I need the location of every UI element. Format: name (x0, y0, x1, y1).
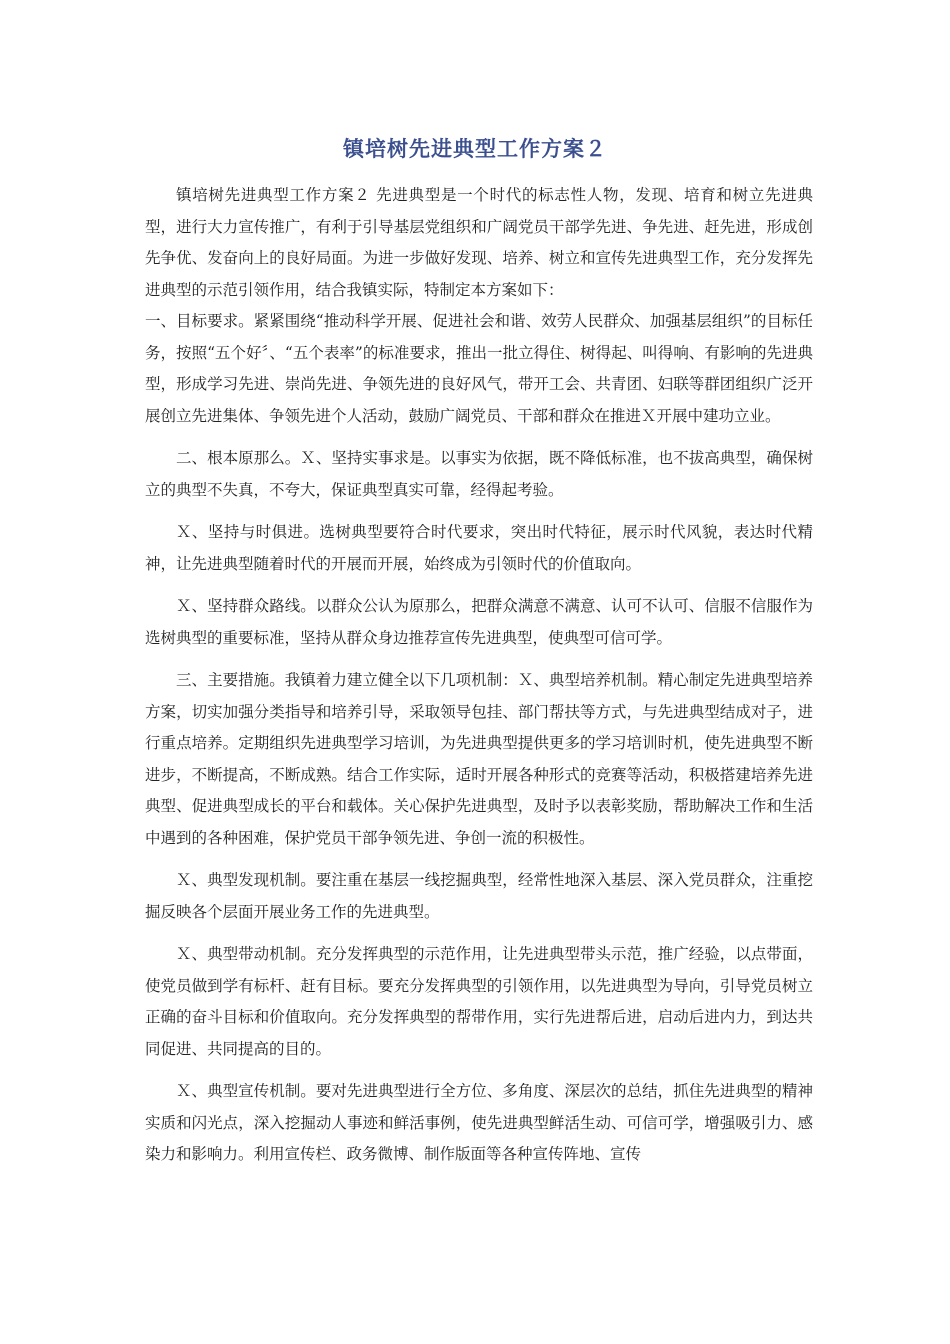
paragraph-leading-mechanism: Ｘ、典型带动机制。充分发挥典型的示范作用，让先进典型带头示范，推广经验，以点带面，使党员做到学有标杆、赶有目标。要充分发挥典型的引领作用，以先进典型为导向，引导党员树立正确的奋斗目标和价值取向。充分发挥典型的帮带作用，实行先进帮后进，启动后进内力，到达共同促进、共同提高的目的。 (145, 945, 813, 1058)
paragraph-goals: 一、目标要求。紧紧围绕“推动科学开展、促进社会和谐、效劳人民群众、加强基层组织”的目标任务，按照“五个好〞、“五个表率”的标准要求，推出一批立得住、树得起、叫得响、有影响的先进典型，形成学习先进、崇尚先进、争领先进的良好风气，带开工会、共青团、妇联等群团组织广泛开展创立先进集体、争领先进个人活动，鼓励广阔党员、干部和群众在推进Ｘ开展中建功立业。 (145, 312, 813, 425)
paragraph-measures: 三、主要措施。我镇着力建立健全以下几项机制：Ｘ、典型培养机制。精心制定先进典型培养方案，切实加强分类指导和培养引导，采取领导包挂、部门帮扶等方式，与先进典型结成对子，进行重点培养。定期组织先进典型学习培训，为先进典型提供更多的学习培训时机，使先进典型不断进步，不断提高，不断成熟。结合工作实际，适时开展各种形式的竞赛等活动，积极搭建培养先进典型、促进典型成长的平台和载体。关心保护先进典型，及时予以表彰奖励，帮助解决工作和生活中遇到的各种困难，保护党员干部争领先进、争创一流的积极性。 (145, 671, 813, 847)
document-title: 镇培树先进典型工作方案２ (343, 137, 607, 161)
paragraph-principles: 二、根本原那么。Ｘ、坚持实事求是。以事实为依据，既不降低标准，也不拔高典型，确保树立的典型不失真，不夸大，保证典型真实可靠，经得起考验。 (145, 449, 813, 499)
paragraph-discovery-mechanism: Ｘ、典型发现机制。要注重在基层一线挖掘典型，经常性地深入基层、深入党员群众，注重挖掘反映各个层面开展业务工作的先进典型。 (145, 871, 813, 921)
paragraph-intro: 镇培树先进典型工作方案２ 先进典型是一个时代的标志性人物，发现、培育和树立先进典型，进行大力宣传推广，有利于引导基层党组织和广阔党员干部学先进、争先进、赶先进，形成创先争优、发奋向上的良好局面。为进一步做好发现、培养、树立和宣传先进典型工作，充分发挥先进典型的示范引领作用，结合我镇实际，特制定本方案如下： (145, 186, 813, 299)
paragraph-keep-up-with-times: Ｘ、坚持与时俱进。选树典型要符合时代要求，突出时代特征，展示时代风貌，表达时代精神，让先进典型随着时代的开展而开展，始终成为引领时代的价值取向。 (145, 523, 813, 573)
paragraph-mass-line: Ｘ、坚持群众路线。以群众公认为原那么，把群众满意不满意、认可不认可、信服不信服作为选树典型的重要标准，坚持从群众身边推荐宣传先进典型，使典型可信可学。 (145, 597, 813, 647)
paragraph-publicity-mechanism: Ｘ、典型宣传机制。要对先进典型进行全方位、多角度、深层次的总结，抓住先进典型的精神实质和闪光点，深入挖掘动人事迹和鲜活事例，使先进典型鲜活生动、可信可学，增强吸引力、感染力和影响力。利用宣传栏、政务微博、制作版面等各种宣传阵地、宣传 (145, 1082, 813, 1163)
document-body (145, 180, 813, 1171)
